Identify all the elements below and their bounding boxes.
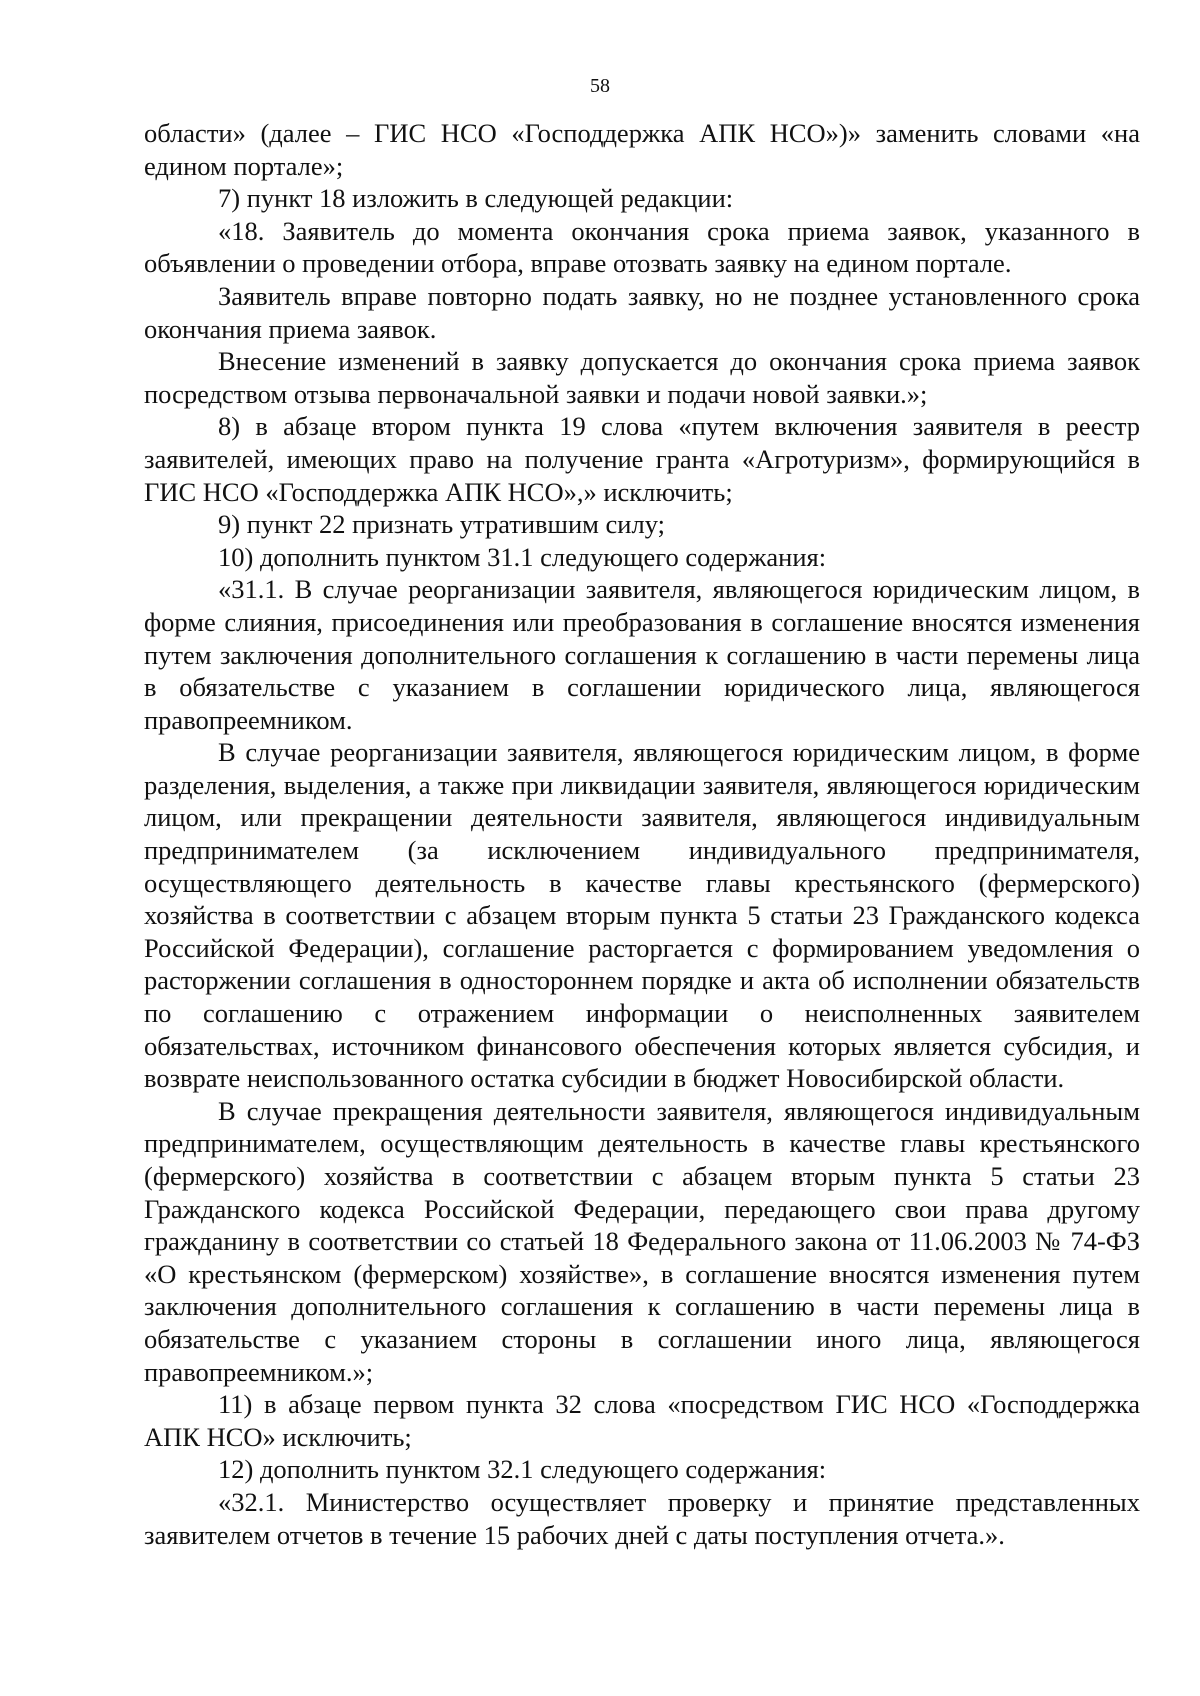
paragraph-item-10: 10) дополнить пунктом 31.1 следующего содержания:	[218, 541, 827, 572]
paragraph-continuation: области» (далее – ГИС НСО «Господдержка АПК НСО»)» заменить словами «на едином портале»;	[144, 118, 1140, 181]
paragraph-reorganization: В случае реорганизации заявителя, являющегося юридическим лицом, в форме разделения, выделения, а также при ликвидации заявителя, являющегося юридическим лицом, или прекращении деятельности заявителя, являющегося индивидуальным предпринимателем (за исключением индивидуального предпринимателя, осуществляющего деятельность в качестве главы крестьянского (фермерского) хозяйства в соответствии с абзацем вторым пункта 5 статьи 23 Гражданского кодекса Российской Федерации), соглашение расторгается с формированием уведомления о расторжении соглашения в одностороннем порядке и акта об исполнении обязательств по соглашению с отражением информации о неисполненных заявителем обязательствах, источником финансового обеспечения которых является субсидия, и возврате неиспользованного остатка субсидии в бюджет Новосибирской области.	[144, 737, 1140, 1094]
paragraph-clause-31-1: «31.1. В случае реорганизации заявителя, являющегося юридическим лицом, в форме слияния, присоединения или преобразования в соглашение вносятся изменения путем заключения дополнительного соглашения к соглашению в части перемены лица в обязательстве с указанием в соглашении юридического лица, являющегося правопреемником.	[144, 574, 1140, 735]
paragraph-item-7: 7) пункт 18 изложить в следующей редакции:	[218, 183, 734, 214]
paragraph-termination: В случае прекращения деятельности заявителя, являющегося индивидуальным предпринимателем, осуществляющим деятельность в качестве главы крестьянского (фермерского) хозяйства в соответствии с абзацем вторым пункта 5 статьи 23 Гражданского кодекса Российской Федерации, передающего свои права другому гражданину в соответствии со статьей 18 Федерального закона от 11.06.2003 № 74-ФЗ «О крестьянском (фермерском) хозяйстве», в соглашение вносятся изменения путем заключения дополнительного соглашения к соглашению в части перемены лица в обязательстве с указанием стороны в соглашении иного лица, являющегося правопреемником.»;	[144, 1095, 1140, 1387]
paragraph-resubmit: Заявитель вправе повторно подать заявку, но не позднее установленного срока окончания приема заявок.	[144, 280, 1140, 344]
paragraph-item-8: 8) в абзаце втором пункта 19 слова «путем включения заявителя в реестр заявителей, имеющих право на получение гранта «Агротуризм», формирующийся в ГИС НСО «Господдержка АПК НСО»,» исключить;	[144, 411, 1140, 507]
paragraph-item-9: 9) пункт 22 признать утратившим силу;	[218, 509, 665, 540]
paragraph-clause-18: «18. Заявитель до момента окончания срока приема заявок, указанного в объявлении о проведении отбора, вправе отозвать заявку на едином портале.	[144, 215, 1140, 279]
document-body	[144, 117, 1140, 1551]
paragraph-clause-32-1: «32.1. Министерство осуществляет проверку и принятие представленных заявителем отчетов в течение 15 рабочих дней с даты поступления отчета.».	[144, 1486, 1140, 1550]
page-number: 58	[590, 75, 610, 97]
paragraph-item-11: 11) в абзаце первом пункта 32 слова «посредством ГИС НСО «Господдержка АПК НСО» исключить;	[144, 1389, 1140, 1452]
paragraph-item-12: 12) дополнить пунктом 32.1 следующего содержания:	[218, 1454, 827, 1485]
paragraph-changes: Внесение изменений в заявку допускается до окончания срока приема заявок посредством отзыва первоначальной заявки и подачи новой заявки.»;	[144, 346, 1140, 409]
